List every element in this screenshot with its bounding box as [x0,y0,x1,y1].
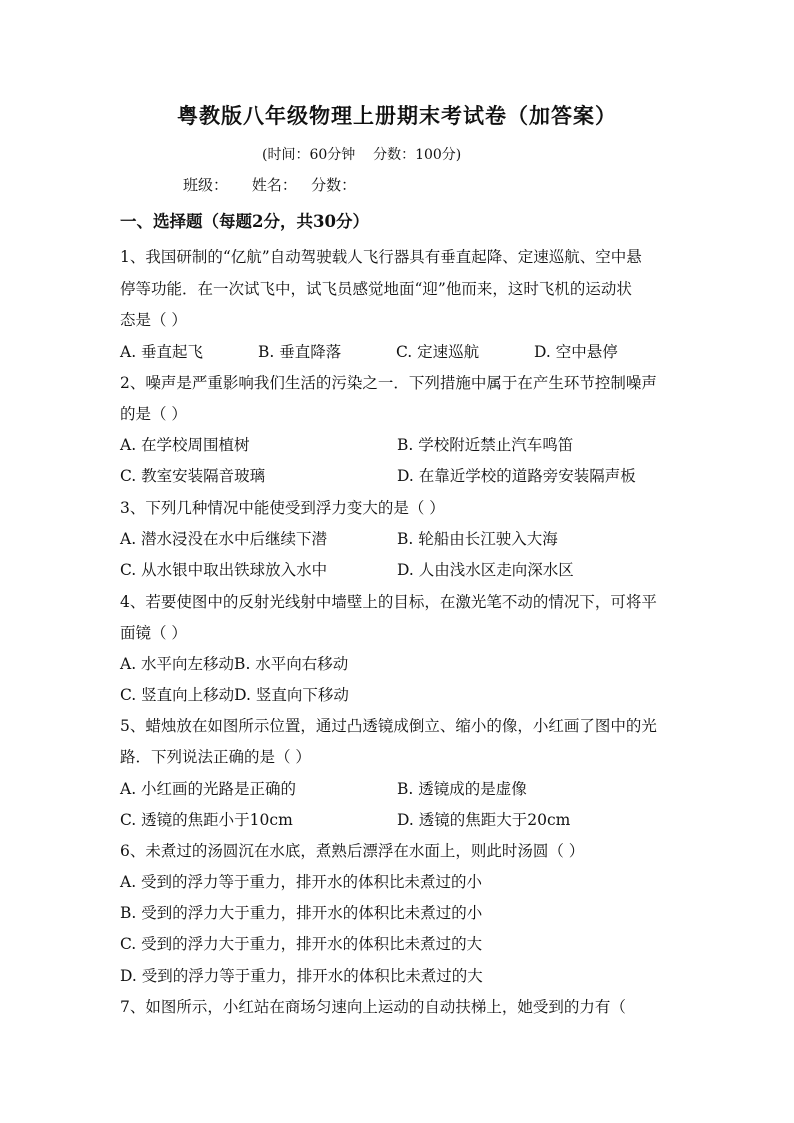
question-2-stem-line-1: 2、噪声是严重影响我们生活的污染之一．下列措施中属于在产生环节控制噪声 [120,374,657,392]
question-3-option-b: B. 轮船由长江驶入大海 [397,530,558,548]
question-5-stem-line-1: 5、蜡烛放在如图所示位置，通过凸透镜成倒立、缩小的像，小红画了图中的光 [120,717,657,735]
question-4-option-cd: C. 竖直向上移动D. 竖直向下移动 [120,686,349,704]
exam-title: 粤教版八年级物理上册期末考试卷（加答案） [177,103,617,128]
question-6-option-d: D. 受到的浮力等于重力，排开水的体积比未煮过的大 [120,967,483,985]
question-5-stem-line-2: 路．下列说法正确的是（ ） [120,748,311,766]
question-3-option-d: D. 人由浅水区走向深水区 [397,561,574,579]
question-1-option-d: D. 空中悬停 [534,343,618,361]
question-6-stem-line-1: 6、未煮过的汤圆沉在水底，煮熟后漂浮在水面上，则此时汤圆（ ） [120,842,585,860]
student-info-line: 班级： 姓名： 分数： [183,176,357,194]
question-6-option-a: A. 受到的浮力等于重力，排开水的体积比未煮过的小 [120,873,483,891]
question-4-stem-line-2: 面镜（ ） [120,624,187,642]
exam-subtitle: (时间：60分钟 分数：100分) [262,147,462,163]
question-6-option-c: C. 受到的浮力大于重力，排开水的体积比未煮过的大 [120,935,483,953]
question-1-stem-line-2: 停等功能．在一次试飞中，试飞员感觉地面“迎”他而来，这时飞机的运动状 [120,280,632,298]
question-3-option-c: C. 从水银中取出铁球放入水中 [120,561,328,579]
question-1-option-b: B. 垂直降落 [258,343,342,361]
question-5-option-b: B. 透镜成的是虚像 [397,780,527,798]
question-2-option-b: B. 学校附近禁止汽车鸣笛 [397,436,574,454]
question-5-option-d: D. 透镜的焦距大于20cm [397,811,571,829]
section-heading-choice: 一、选择题（每题2分，共30分） [120,212,369,231]
question-6-option-b: B. 受到的浮力大于重力，排开水的体积比未煮过的小 [120,904,483,922]
question-7-stem-line-1: 7、如图所示，小红站在商场匀速向上运动的自动扶梯上，她受到的力有（ [120,998,626,1016]
question-2-option-a: A. 在学校周围植树 [120,436,250,454]
question-2-option-d: D. 在靠近学校的道路旁安装隔声板 [397,467,636,485]
question-1-stem-line-3: 态是（ ） [120,311,187,329]
question-4-option-ab: A. 水平向左移动B. 水平向右移动 [120,655,349,673]
question-1-stem-line-1: 1、我国研制的“亿航”自动驾驶载人飞行器具有垂直起降、定速巡航、空中悬 [120,248,642,266]
question-1-option-c: C. 定速巡航 [396,343,480,361]
question-2-stem-line-2: 的是（ ） [120,405,187,423]
question-5-option-c: C. 透镜的焦距小于10cm [120,811,293,829]
question-5-option-a: A. 小红画的光路是正确的 [120,780,297,798]
question-4-stem-line-1: 4、若要使图中的反射光线射中墙壁上的目标，在激光笔不动的情况下，可将平 [120,593,657,611]
question-2-option-c: C. 教室安装隔音玻璃 [120,467,266,485]
question-3-option-a: A. 潜水浸没在水中后继续下潜 [120,530,328,548]
question-3-stem-line-1: 3、下列几种情况中能使受到浮力变大的是（ ） [120,499,445,517]
question-1-option-a: A. 垂直起飞 [120,343,204,361]
